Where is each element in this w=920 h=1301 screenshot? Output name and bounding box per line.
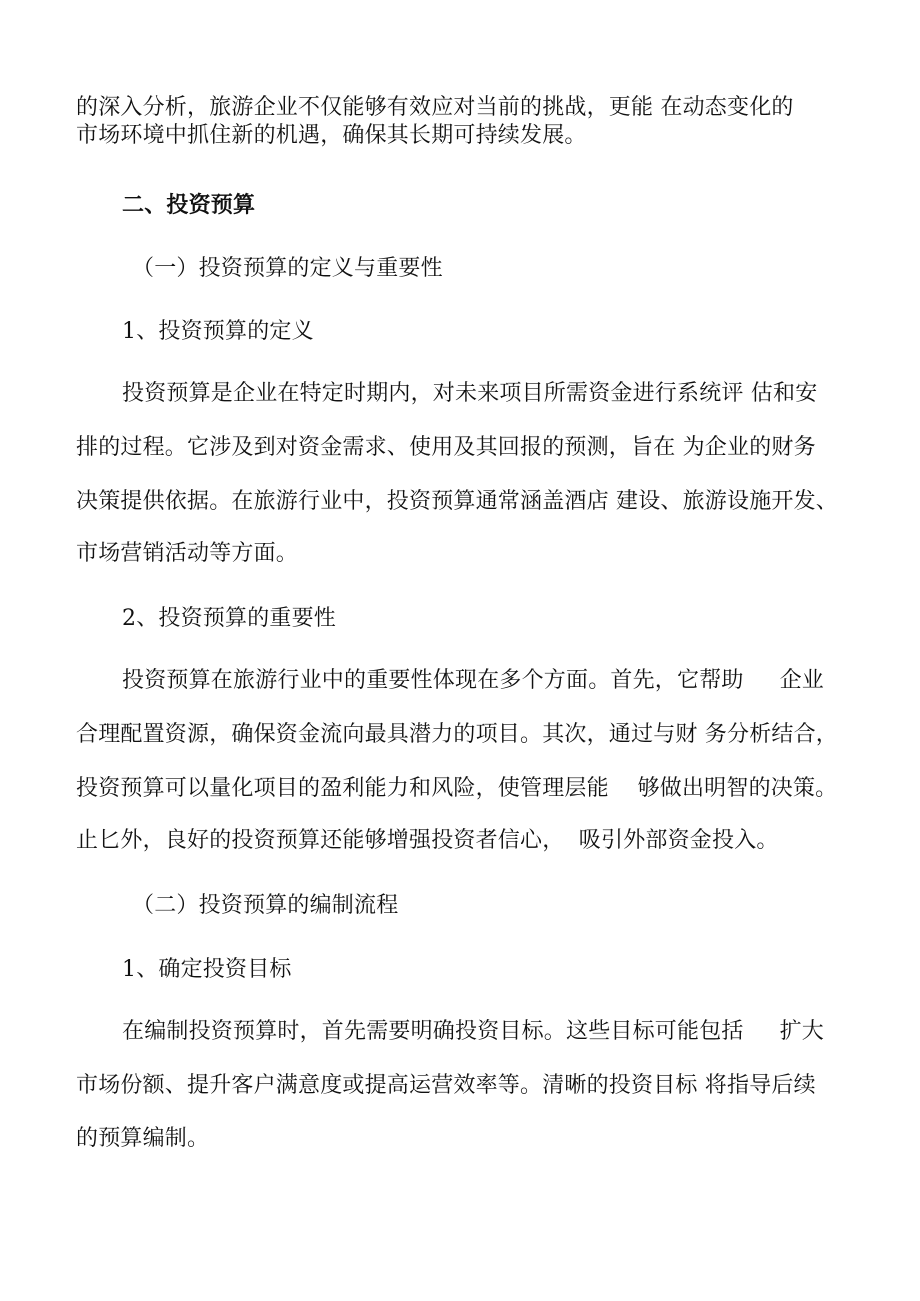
item-heading-3: 1、确定投资目标 — [122, 957, 292, 982]
intro-line-2: 市场环境中抓住新的机遇，确保其长期可持续发展。 — [76, 123, 587, 148]
section-heading: 二、投资预算 — [122, 192, 256, 218]
subsection-heading-1: （一）投资预算的定义与重要性 — [132, 256, 443, 281]
intro-line-1: 的深入分析，旅游企业不仅能够有效应对当前的挑战，更能 在动态变化的 — [76, 95, 794, 120]
subsection-heading-2: （二）投资预算的编制流程 — [132, 893, 399, 918]
item-heading-2: 2、投资预算的重要性 — [122, 606, 336, 631]
paragraph-2-line-2: 合理配置资源，确保资金流向最具潜力的项目。其次，通过与财 务分析结合， — [76, 722, 838, 747]
paragraph-1-line-3: 决策提供依据。在旅游行业中，投资预算通常涵盖酒店 建设、旅游设施开发、 — [76, 489, 838, 514]
paragraph-2-line-1: 投资预算在旅游行业中的重要性体现在多个方面。首先，它帮助 企业 — [122, 668, 824, 693]
paragraph-3-line-2: 市场份额、提升客户满意度或提高运营效率等。清晰的投资目标 将指导后续 — [76, 1073, 816, 1098]
paragraph-3-line-1: 在编制投资预算时，首先需要明确投资目标。这些目标可能包括 扩大 — [122, 1019, 824, 1044]
paragraph-1-line-2: 排的过程。它涉及到对资金需求、使用及其回报的预测，旨在 为企业的财务 — [76, 435, 816, 460]
paragraph-1-line-4: 市场营销活动等方面。 — [76, 541, 299, 566]
paragraph-2-line-3: 投资预算可以量化项目的盈利能力和风险，使管理层能 够做出明智的决策。 — [76, 776, 838, 801]
paragraph-1-line-1: 投资预算是企业在特定时期内，对未来项目所需资金进行系统评 估和安 — [122, 381, 818, 406]
item-heading-1: 1、投资预算的定义 — [122, 319, 314, 344]
paragraph-3-line-3: 的预算编制。 — [76, 1126, 210, 1151]
paragraph-2-line-4: 止匕外，良好的投资预算还能够增强投资者信心， 吸引外部资金投入。 — [76, 828, 779, 853]
